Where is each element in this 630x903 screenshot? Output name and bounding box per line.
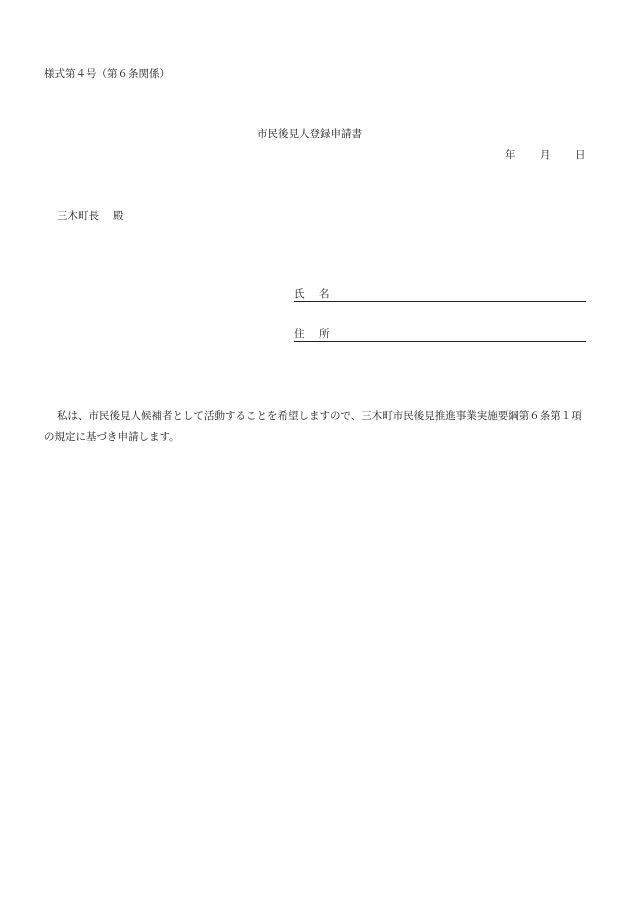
document-title: 市民後見人登録申請書 xyxy=(257,128,362,140)
applicant-name-field[interactable] xyxy=(294,288,586,302)
application-statement xyxy=(44,406,589,448)
date-day-label: 日 xyxy=(575,149,586,161)
applicant-address-field[interactable] xyxy=(294,328,586,342)
applicant-name-label-1: 氏 xyxy=(294,287,305,300)
form-number: 様式第４号（第６条関係） xyxy=(44,68,170,80)
date-month-label: 月 xyxy=(540,149,551,161)
addressee xyxy=(57,211,124,222)
addressee-honorific: 殿 xyxy=(113,210,124,222)
application-statement-text: 私は、市民後見人候補者として活動することを希望しますので、三木町市民後見推進事業実施要綱第６条第１項の規定に基づき申請します。 xyxy=(44,410,582,443)
applicant-name-label-2: 名 xyxy=(319,287,330,300)
applicant-address-label-2: 所 xyxy=(319,327,330,340)
date-year-label: 年 xyxy=(505,149,516,161)
applicant-address-label-1: 住 xyxy=(294,327,305,340)
addressee-name: 三木町長 xyxy=(57,210,99,222)
